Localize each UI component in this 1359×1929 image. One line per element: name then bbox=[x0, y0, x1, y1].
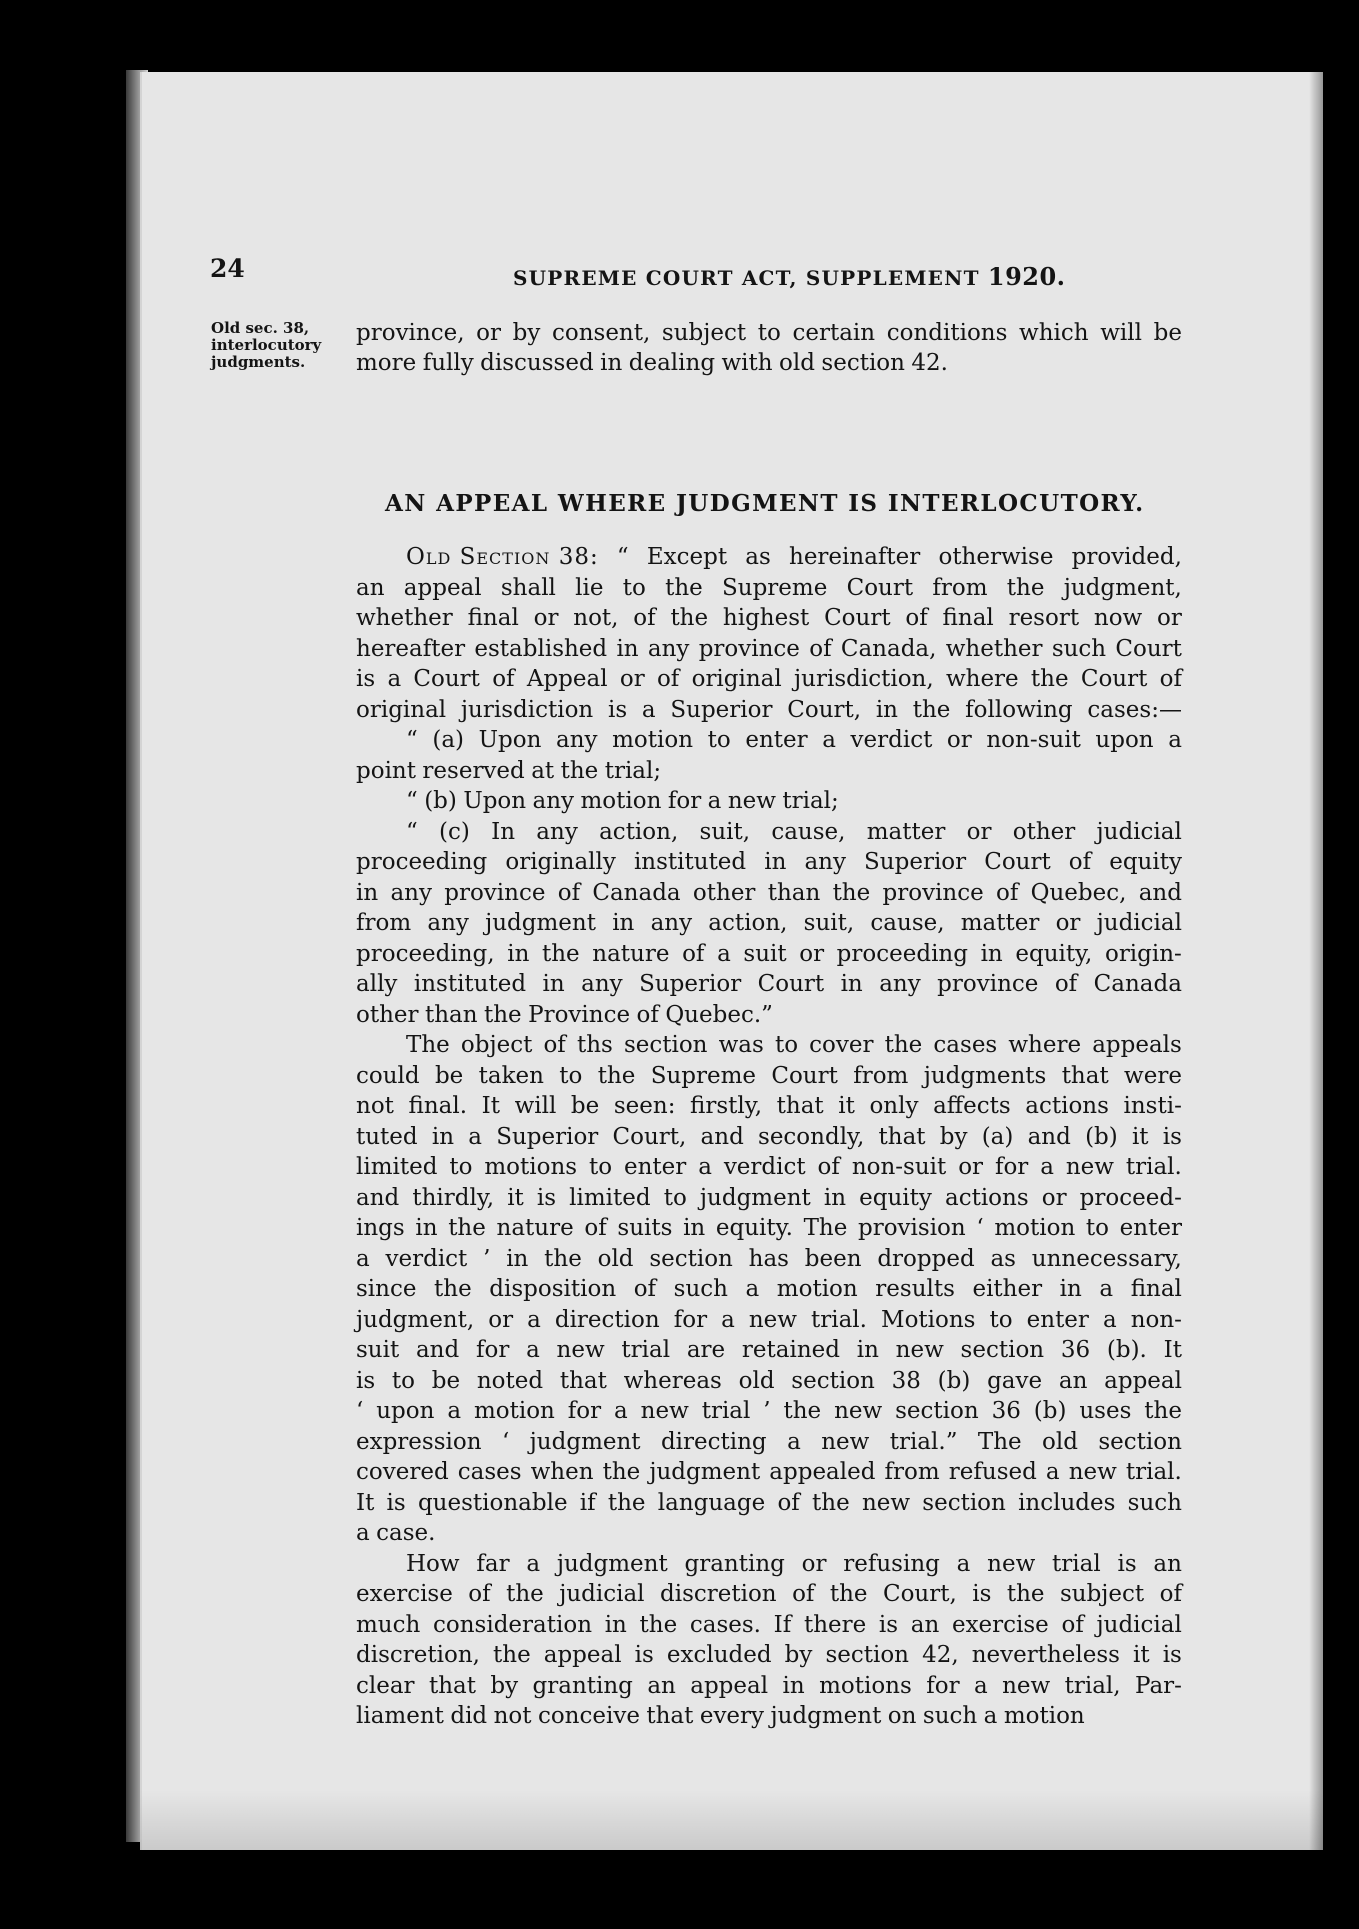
running-head-title: SUPREME COURT ACT, SUPPLEMENT bbox=[513, 266, 980, 290]
text-line: ally instituted in any Superior Court in any province of Canada bbox=[356, 971, 1182, 997]
text-line: original jurisdiction is a Superior Court, in the following cases:— bbox=[356, 697, 1182, 723]
running-head bbox=[513, 262, 1066, 291]
text-line: The object of ths section was to cover the cases where appeals bbox=[406, 1032, 1182, 1058]
text-line: a case. bbox=[356, 1520, 436, 1546]
text-line: judgment, or a direction for a new trial. Motions to enter a non- bbox=[356, 1307, 1182, 1333]
text-line: is to be noted that whereas old section 38 (b) gave an appeal bbox=[356, 1368, 1182, 1394]
text-line: covered cases when the judgment appealed from refused a new trial. bbox=[356, 1459, 1182, 1485]
text-line: is a Court of Appeal or of original jurisdiction, where the Court of bbox=[356, 666, 1182, 692]
text-line: tuted in a Superior Court, and secondly, that by (a) and (b) it is bbox=[356, 1124, 1182, 1150]
text-line: Old Section 38: “ Except as hereinafter otherwise provided, bbox=[406, 544, 1182, 570]
page-bottom-shade bbox=[140, 1790, 1323, 1850]
book-page bbox=[140, 72, 1323, 1850]
section-label: Old Section 38: bbox=[406, 544, 599, 570]
text-line: from any judgment in any action, suit, cause, matter or judicial bbox=[356, 910, 1182, 936]
margin-note-line: interlocutory bbox=[211, 336, 322, 354]
text-line: since the disposition of such a motion results either in a final bbox=[356, 1276, 1182, 1302]
text-line: other than the Province of Quebec.” bbox=[356, 1002, 773, 1028]
text-line: “ (b) Upon any motion for a new trial; bbox=[406, 788, 839, 814]
text-line: “ (a) Upon any motion to enter a verdict or non-suit upon a bbox=[406, 727, 1182, 753]
text-line: proceeding originally instituted in any Superior Court of equity bbox=[356, 849, 1182, 875]
text-line: hereafter established in any province of Canada, whether such Court bbox=[356, 636, 1182, 662]
text-line: proceeding, in the nature of a suit or proceeding in equity, origin- bbox=[356, 941, 1182, 967]
text-line: expression ‘ judgment directing a new trial.” The old section bbox=[356, 1429, 1182, 1455]
text-line: exercise of the judicial discretion of the Court, is the subject of bbox=[356, 1581, 1182, 1607]
text-line: How far a judgment granting or refusing a new trial is an bbox=[406, 1551, 1182, 1577]
margin-note-line: judgments. bbox=[211, 353, 306, 371]
scan-edge-line bbox=[140, 72, 142, 1850]
text-line: clear that by granting an appeal in motions for a new trial, Par- bbox=[356, 1673, 1182, 1699]
text-line: “ (c) In any action, suit, cause, matter or other judicial bbox=[406, 819, 1182, 845]
margin-note bbox=[211, 320, 351, 371]
text-line: whether final or not, of the highest Court of final resort now or bbox=[356, 605, 1182, 631]
text-line: an appeal shall lie to the Supreme Court from the judgment, bbox=[356, 575, 1182, 601]
text-line: province, or by consent, subject to certain conditions which will be bbox=[356, 320, 1182, 346]
page-number: 24 bbox=[210, 254, 245, 283]
text-line: and thirdly, it is limited to judgment in equity actions or proceed- bbox=[356, 1185, 1182, 1211]
section-heading: AN APPEAL WHERE JUDGMENT IS INTERLOCUTORY. bbox=[385, 490, 1145, 517]
text-line: not final. It will be seen: firstly, that it only affects actions insti- bbox=[356, 1093, 1182, 1119]
text-line: It is questionable if the language of the new section includes such bbox=[356, 1490, 1182, 1516]
text-line: point reserved at the trial; bbox=[356, 758, 662, 784]
text-line: ings in the nature of suits in equity. The provision ‘ motion to enter bbox=[356, 1215, 1182, 1241]
page-edge-shade bbox=[1309, 72, 1323, 1850]
text-line: in any province of Canada other than the province of Quebec, and bbox=[356, 880, 1182, 906]
text-line: much consideration in the cases. If there is an exercise of judicial bbox=[356, 1612, 1182, 1638]
text-line: discretion, the appeal is excluded by section 42, nevertheless it is bbox=[356, 1642, 1182, 1668]
text-line: liament did not conceive that every judgment on such a motion bbox=[356, 1703, 1085, 1729]
margin-note-line: Old sec. 38, bbox=[211, 319, 310, 337]
text-line: could be taken to the Supreme Court from judgments that were bbox=[356, 1063, 1182, 1089]
running-head-year: 1920. bbox=[987, 262, 1066, 291]
text-line: suit and for a new trial are retained in new section 36 (b). It bbox=[356, 1337, 1182, 1363]
text-line: ‘ upon a motion for a new trial ’ the new section 36 (b) uses the bbox=[356, 1398, 1182, 1424]
text-line: more fully discussed in dealing with old section 42. bbox=[356, 350, 948, 376]
text-line: a verdict ’ in the old section has been dropped as unnecessary, bbox=[356, 1246, 1182, 1272]
text-line: limited to motions to enter a verdict of non-suit or for a new trial. bbox=[356, 1154, 1182, 1180]
